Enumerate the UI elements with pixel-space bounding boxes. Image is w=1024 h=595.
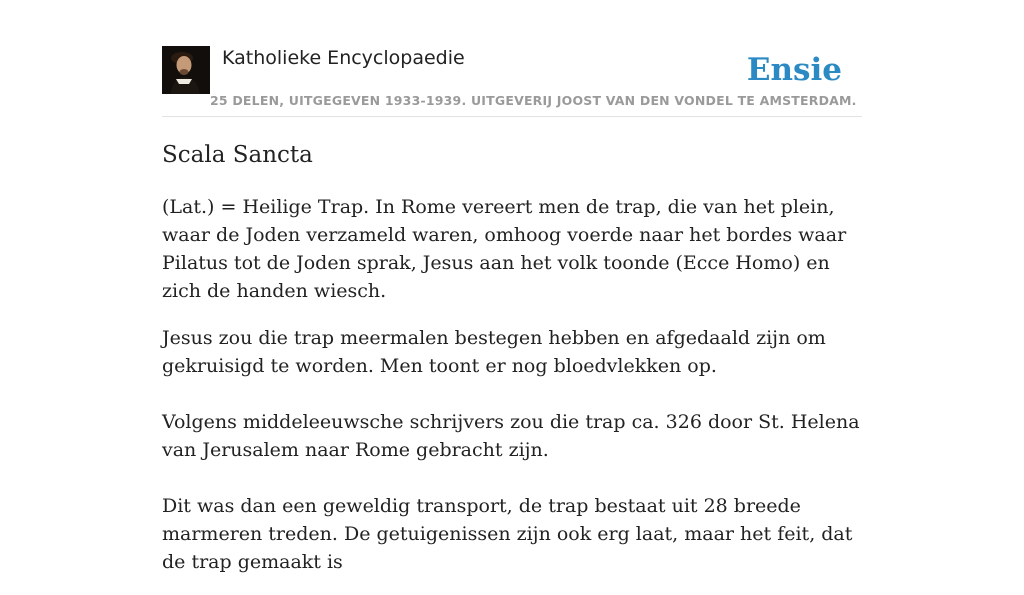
source-title[interactable]: Katholieke Encyclopaedie	[222, 47, 465, 69]
article-paragraph: (Lat.) = Heilige Trap. In Rome vereert men de trap, die van het plein, waar de Joden verzameld waren, omhoog voerde naar het bordes waar Pilatus tot de Joden sprak, Jesus aan het volk toonde (Ecce Homo) en zich de handen wiesch.	[162, 196, 847, 302]
source-header	[162, 46, 862, 117]
article-paragraph: Jesus zou die trap meermalen bestegen hebben en afgedaald zijn om gekruisigd te worden. Men toont er nog bloedvlekken op.	[162, 327, 826, 377]
article-title: Scala Sancta	[162, 142, 313, 168]
portrait-icon	[162, 46, 210, 94]
article	[162, 139, 864, 595]
brand-logo[interactable]: Ensie	[746, 52, 842, 88]
article-paragraph: Volgens middeleeuwsche schrijvers zou die trap ca. 326 door St. Helena van Jerusalem naar Rome gebracht zijn.	[162, 411, 860, 461]
source-meta: 25 DELEN, UITGEGEVEN 1933-1939. UITGEVERIJ JOOST VAN DEN VONDEL TE AMSTERDAM.	[210, 93, 857, 108]
source-avatar[interactable]	[162, 46, 210, 94]
article-paragraph: Dit was dan een geweldig transport, de trap bestaat uit 28 breede marmeren treden. De getuigenissen zijn ook erg laat, maar het feit, dat de trap gemaakt is	[162, 495, 853, 573]
